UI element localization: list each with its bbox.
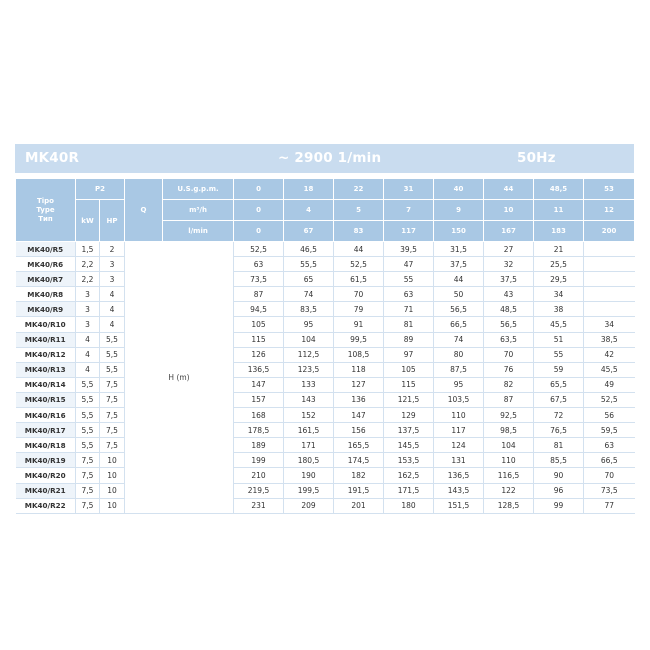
hp-cell: 10 [100,498,125,513]
model-cell: MK40/R10 [16,317,76,332]
flow-header: 22 [334,179,384,200]
head-value-cell: 133 [284,377,334,392]
head-value-cell: 182 [334,468,384,483]
head-value-cell [584,272,635,287]
head-value-cell: 52,5 [234,242,284,257]
head-value-cell: 209 [284,498,334,513]
model-cell: MK40/R19 [16,453,76,468]
flow-header: 18 [284,179,334,200]
head-value-cell: 65,5 [534,377,584,392]
head-value-cell: 201 [334,498,384,513]
model-cell: MK40/R14 [16,377,76,392]
kw-cell: 5,5 [76,438,100,453]
hp-cell: 4 [100,302,125,317]
head-value-cell: 47 [384,257,434,272]
kw-cell: 5,5 [76,423,100,438]
kw-cell: 7,5 [76,498,100,513]
head-value-cell: 112,5 [284,347,334,362]
head-value-cell: 76 [484,362,534,377]
hp-cell: 5,5 [100,362,125,377]
head-value-cell: 56 [584,408,635,423]
model-cell: MK40/R7 [16,272,76,287]
table-row [16,408,635,423]
model-cell: MK40/R12 [16,347,76,362]
table-row [16,483,635,498]
flow-header: 167 [484,221,534,242]
head-value-cell: 85,5 [534,453,584,468]
head-value-cell: 52,5 [584,392,635,407]
flow-header: 183 [534,221,584,242]
head-value-cell: 76,5 [534,423,584,438]
head-value-cell: 34 [584,317,635,332]
head-value-cell: 162,5 [384,468,434,483]
flow-header: 0 [234,221,284,242]
table-row [16,272,635,287]
flow-header: 40 [434,179,484,200]
head-value-cell: 117 [434,423,484,438]
table-header [16,179,635,242]
head-value-cell: 118 [334,362,384,377]
head-value-cell: 44 [334,242,384,257]
head-value-cell: 161,5 [284,423,334,438]
head-value-cell: 50 [434,287,484,302]
title-bar [15,144,634,173]
model-cell: MK40/R6 [16,257,76,272]
head-value-cell: 99 [534,498,584,513]
head-value-cell: 115 [384,377,434,392]
head-value-cell: 153,5 [384,453,434,468]
head-value-cell: 126 [234,347,284,362]
head-value-cell: 174,5 [334,453,384,468]
performance-table [15,178,635,514]
model-cell: MK40/R22 [16,498,76,513]
head-value-cell: 157 [234,392,284,407]
head-value-cell: 48,5 [484,302,534,317]
head-value-cell: 59 [534,362,584,377]
unit-lmin: l/min [163,221,234,242]
q-header: Q [125,179,163,242]
head-value-cell: 168 [234,408,284,423]
hp-cell: 7,5 [100,392,125,407]
head-value-cell: 147 [234,377,284,392]
head-value-cell: 189 [234,438,284,453]
hp-cell: 3 [100,257,125,272]
head-value-cell: 136,5 [434,468,484,483]
flow-header: 0 [234,179,284,200]
hp-cell: 2 [100,242,125,257]
hp-cell: 7,5 [100,438,125,453]
hp-header: HP [100,200,125,242]
head-value-cell: 45,5 [534,317,584,332]
table-row [16,242,635,257]
head-value-cell: 104 [484,438,534,453]
head-value-cell: 38,5 [584,332,635,347]
head-value-cell: 34 [534,287,584,302]
table-row [16,498,635,513]
head-value-cell: 180,5 [284,453,334,468]
head-value-cell: 115 [234,332,284,347]
head-value-cell: 63 [234,257,284,272]
flow-header: 9 [434,200,484,221]
hp-cell: 10 [100,483,125,498]
head-value-cell: 74 [284,287,334,302]
head-value-cell: 105 [384,362,434,377]
head-value-cell: 80 [434,347,484,362]
head-value-cell: 171 [284,438,334,453]
hp-cell: 10 [100,468,125,483]
head-value-cell [584,287,635,302]
kw-cell: 7,5 [76,468,100,483]
hp-cell: 4 [100,287,125,302]
kw-cell: 3 [76,317,100,332]
model-cell: MK40/R8 [16,287,76,302]
head-value-cell: 55,5 [284,257,334,272]
kw-cell: 4 [76,332,100,347]
head-value-cell: 39,5 [384,242,434,257]
head-value-cell: 63 [584,438,635,453]
kw-cell: 4 [76,362,100,377]
head-value-cell: 81 [534,438,584,453]
head-value-cell: 178,5 [234,423,284,438]
hp-cell: 7,5 [100,377,125,392]
kw-cell: 5,5 [76,408,100,423]
kw-cell: 2,2 [76,257,100,272]
head-value-cell: 123,5 [284,362,334,377]
table-row [16,392,635,407]
flow-header: 11 [534,200,584,221]
head-value-cell: 77 [584,498,635,513]
head-value-cell: 43 [484,287,534,302]
head-value-cell: 136,5 [234,362,284,377]
head-value-cell: 96 [534,483,584,498]
kw-cell: 5,5 [76,392,100,407]
head-value-cell: 44 [434,272,484,287]
head-value-cell: 27 [484,242,534,257]
type-label-it: Tipo [37,196,54,205]
type-label-en: Type [36,205,55,214]
head-value-cell: 92,5 [484,408,534,423]
head-value-cell: 82 [484,377,534,392]
head-value-cell: 145,5 [384,438,434,453]
hp-cell: 5,5 [100,332,125,347]
flow-header: 117 [384,221,434,242]
flow-header: 7 [384,200,434,221]
head-value-cell: 165,5 [334,438,384,453]
head-value-cell: 128,5 [484,498,534,513]
head-value-cell: 143,5 [434,483,484,498]
head-value-cell: 37,5 [484,272,534,287]
model-cell: MK40/R16 [16,408,76,423]
head-value-cell: 129 [384,408,434,423]
head-value-cell: 70 [584,468,635,483]
head-value-cell [584,242,635,257]
hp-cell: 5,5 [100,347,125,362]
head-value-cell: 52,5 [334,257,384,272]
kw-cell: 7,5 [76,453,100,468]
model-cell: MK40/R15 [16,392,76,407]
table-row [16,302,635,317]
model-cell: MK40/R21 [16,483,76,498]
head-value-cell: 110 [434,408,484,423]
head-value-cell [584,302,635,317]
flow-header: 200 [584,221,635,242]
type-header [16,179,76,242]
model-cell: MK40/R9 [16,302,76,317]
head-value-cell: 137,5 [384,423,434,438]
head-value-cell: 180 [384,498,434,513]
head-value-cell: 42 [584,347,635,362]
head-value-cell: 104 [284,332,334,347]
head-value-cell: 103,5 [434,392,484,407]
hp-cell: 3 [100,272,125,287]
head-value-cell: 63,5 [484,332,534,347]
head-value-cell: 94,5 [234,302,284,317]
head-value-cell: 45,5 [584,362,635,377]
head-value-cell: 199,5 [284,483,334,498]
table-row [16,287,635,302]
head-value-cell: 21 [534,242,584,257]
table-row [16,317,635,332]
speed-label: ~ 2900 1/min [278,150,382,166]
head-value-cell: 65 [284,272,334,287]
table-row [16,362,635,377]
head-value-cell: 171,5 [384,483,434,498]
head-value-cell: 49 [584,377,635,392]
kw-cell: 3 [76,302,100,317]
head-value-cell: 108,5 [334,347,384,362]
head-value-cell: 29,5 [534,272,584,287]
type-label-ru: Тип [38,214,53,223]
table-row [16,453,635,468]
flow-header: 83 [334,221,384,242]
head-value-cell: 131 [434,453,484,468]
head-value-cell: 152 [284,408,334,423]
table-body [16,242,635,514]
head-value-cell: 66,5 [434,317,484,332]
head-value-cell: 124 [434,438,484,453]
flow-header: 67 [284,221,334,242]
head-value-cell: 98,5 [484,423,534,438]
head-value-cell: 151,5 [434,498,484,513]
model-cell: MK40/R20 [16,468,76,483]
table-row [16,332,635,347]
head-value-cell: 199 [234,453,284,468]
head-value-cell: 190 [284,468,334,483]
kw-cell: 2,2 [76,272,100,287]
head-value-cell: 73,5 [234,272,284,287]
model-cell: MK40/R17 [16,423,76,438]
head-value-cell: 66,5 [584,453,635,468]
head-value-cell: 90 [534,468,584,483]
head-value-cell: 55 [384,272,434,287]
head-value-cell: 63 [384,287,434,302]
head-value-cell: 61,5 [334,272,384,287]
head-value-cell: 51 [534,332,584,347]
head-value-cell: 156 [334,423,384,438]
head-value-cell: 89 [384,332,434,347]
head-value-cell: 210 [234,468,284,483]
flow-header: 4 [284,200,334,221]
table-row [16,257,635,272]
flow-header: 44 [484,179,534,200]
table-row [16,468,635,483]
kw-cell: 1,5 [76,242,100,257]
head-value-cell: 105 [234,317,284,332]
head-value-cell: 147 [334,408,384,423]
head-value-cell: 87 [484,392,534,407]
kw-header: kW [76,200,100,242]
p2-header: P2 [76,179,125,200]
flow-header: 53 [584,179,635,200]
head-value-cell: 110 [484,453,534,468]
flow-header: 10 [484,200,534,221]
flow-header: 48,5 [534,179,584,200]
head-value-cell: 87,5 [434,362,484,377]
frequency-label: 50Hz [517,150,556,166]
head-value-cell: 219,5 [234,483,284,498]
kw-cell: 7,5 [76,483,100,498]
head-value-cell: 95 [434,377,484,392]
series-title: MK40R [25,150,80,166]
unit-usgpm: U.S.g.p.m. [163,179,234,200]
head-value-cell: 87 [234,287,284,302]
table-row [16,377,635,392]
head-value-cell: 55 [534,347,584,362]
head-value-cell: 95 [284,317,334,332]
head-value-cell: 79 [334,302,384,317]
head-label-cell: H (m) [125,242,234,514]
flow-header: 31 [384,179,434,200]
head-value-cell: 191,5 [334,483,384,498]
hp-cell: 7,5 [100,408,125,423]
head-value-cell: 143 [284,392,334,407]
head-value-cell: 73,5 [584,483,635,498]
head-value-cell: 83,5 [284,302,334,317]
head-value-cell: 56,5 [484,317,534,332]
head-value-cell: 31,5 [434,242,484,257]
head-value-cell: 37,5 [434,257,484,272]
kw-cell: 4 [76,347,100,362]
hp-cell: 7,5 [100,423,125,438]
flow-header: 150 [434,221,484,242]
head-value-cell: 70 [484,347,534,362]
kw-cell: 3 [76,287,100,302]
hp-cell: 10 [100,453,125,468]
head-value-cell: 74 [434,332,484,347]
flow-header: 12 [584,200,635,221]
head-value-cell: 72 [534,408,584,423]
head-value-cell: 127 [334,377,384,392]
head-value-cell [584,257,635,272]
head-value-cell: 121,5 [384,392,434,407]
head-value-cell: 32 [484,257,534,272]
head-value-cell: 59,5 [584,423,635,438]
head-value-cell: 70 [334,287,384,302]
head-value-cell: 46,5 [284,242,334,257]
head-value-cell: 231 [234,498,284,513]
model-cell: MK40/R11 [16,332,76,347]
head-value-cell: 91 [334,317,384,332]
head-value-cell: 116,5 [484,468,534,483]
table-row [16,438,635,453]
head-value-cell: 38 [534,302,584,317]
unit-m3h: m³/h [163,200,234,221]
head-value-cell: 136 [334,392,384,407]
table-row [16,347,635,362]
head-value-cell: 81 [384,317,434,332]
hp-cell: 4 [100,317,125,332]
head-value-cell: 56,5 [434,302,484,317]
head-value-cell: 97 [384,347,434,362]
head-value-cell: 25,5 [534,257,584,272]
flow-header: 0 [234,200,284,221]
head-value-cell: 122 [484,483,534,498]
model-cell: MK40/R13 [16,362,76,377]
model-cell: MK40/R5 [16,242,76,257]
head-value-cell: 71 [384,302,434,317]
head-value-cell: 99,5 [334,332,384,347]
model-cell: MK40/R18 [16,438,76,453]
flow-header: 5 [334,200,384,221]
table-row [16,423,635,438]
kw-cell: 5,5 [76,377,100,392]
head-value-cell: 67,5 [534,392,584,407]
